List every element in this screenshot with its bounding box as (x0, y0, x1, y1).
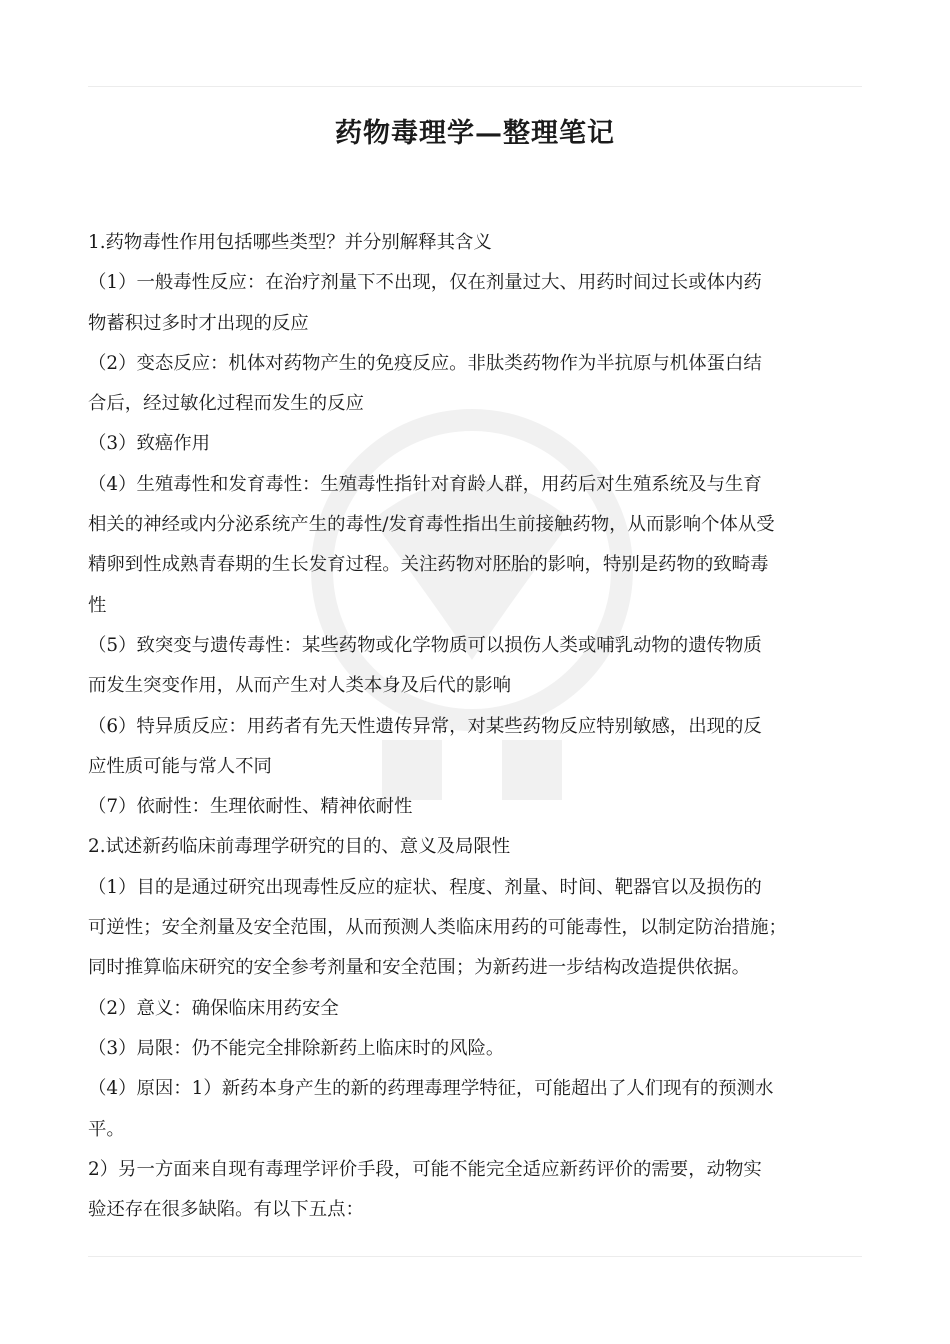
text-line: 精卵到性成熟青春期的生长发育过程。关注药物对胚胎的影响，特别是药物的致畸毒 (88, 554, 769, 576)
text-line: 性 (88, 594, 107, 616)
text-line: （2）意义：确保临床用药安全 (88, 997, 339, 1019)
text-line: 2.试述新药临床前毒理学研究的目的、意义及局限性 (88, 836, 511, 858)
text-line: 验还存在很多缺陷。有以下五点： (88, 1199, 364, 1221)
text-line: （1）一般毒性反应：在治疗剂量下不出现，仅在剂量过大、用药时间过长或体内药 (88, 272, 762, 294)
header-rule (88, 86, 862, 87)
text-line: 同时推算临床研究的安全参考剂量和安全范围；为新药进一步结构改造提供依据。 (88, 957, 751, 979)
text-line: （7）依耐性：生理依耐性、精神依耐性 (88, 796, 413, 818)
text-line: 而发生突变作用，从而产生对人类本身及后代的影响 (88, 675, 511, 697)
text-line: （4）生殖毒性和发育毒性：生殖毒性指针对育龄人群，用药后对生殖系统及与生育 (88, 473, 762, 495)
text-line: 应性质可能与常人不同 (88, 755, 272, 777)
text-line: 相关的神经或内分泌系统产生的毒性/发育毒性指出生前接触药物，从而影响个体从受 (88, 514, 775, 536)
text-line: 合后，经过敏化过程而发生的反应 (88, 393, 364, 415)
text-line: （5）致突变与遗传毒性：某些药物或化学物质可以损伤人类或哺乳动物的遗传物质 (88, 634, 762, 656)
page-title: 药物毒理学—整理笔记 (335, 118, 615, 149)
text-line: 1.药物毒性作用包括哪些类型？并分别解释其含义 (88, 232, 492, 253)
text-line: （6）特异质反应：用药者有先天性遗传异常，对某些药物反应特别敏感，出现的反 (88, 715, 762, 737)
document-body (88, 223, 870, 1230)
text-line: （2）变态反应：机体对药物产生的免疫反应。非肽类药物作为半抗原与机体蛋白结 (88, 352, 762, 374)
footer-rule (88, 1256, 862, 1257)
text-line: 2）另一方面来自现有毒理学评价手段，可能不能完全适应新药评价的需要，动物实 (88, 1158, 762, 1180)
text-line: （3）局限：仍不能完全排除新药上临床时的风险。 (88, 1037, 505, 1059)
text-line: 可逆性；安全剂量及安全范围，从而预测人类临床用药的可能毒性，以制定防治措施； (88, 917, 787, 939)
text-line: （4）原因：1）新药本身产生的新的药理毒理学特征，可能超出了人们现有的预测水 (88, 1078, 774, 1100)
text-line: 平。 (88, 1118, 125, 1140)
text-line: （3）致癌作用 (88, 433, 211, 455)
text-line: 物蓄积过多时才出现的反应 (88, 312, 309, 334)
text-line: （1）目的是通过研究出现毒性反应的症状、程度、剂量、时间、靶器官以及损伤的 (88, 876, 762, 898)
